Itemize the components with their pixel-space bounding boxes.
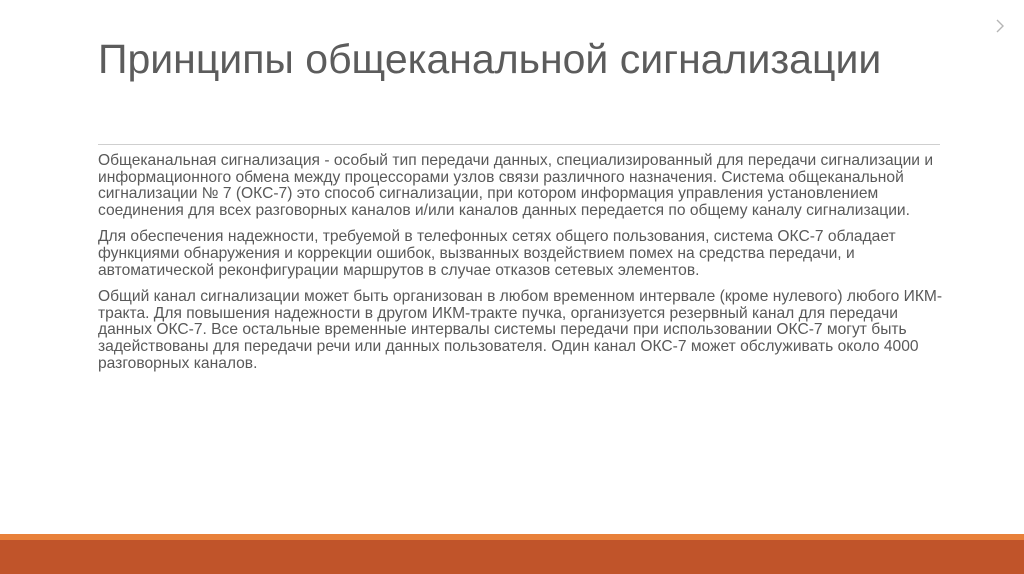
paragraph-1: Общеканальная сигнализация - особый тип передачи данных, специализированный для передачи сигнализации и информационного обмена между процессорами узлов связи различного назначения. Система общеканальной сигнализации № 7 (ОКС-7) это способ сигнализации, при котором информация управления установлением соединения для всех разговорных каналов и/или каналов данных передается по общему каналу сигнализации. <box>98 152 934 219</box>
paragraph-2: Для обеспечения надежности, требуемой в телефонных сетях общего пользования, система ОКС-7 обладает функциями обнаружения и коррекции ошибок, вызванных воздействием помех на средства передачи, и автоматической реконфигурации маршрутов в случае отказов сетевых элементов. <box>98 228 896 279</box>
chevron-right-icon <box>992 18 1008 34</box>
footer-band <box>0 540 1024 574</box>
slide-body <box>98 153 948 382</box>
slide-title: Принципы общеканальной сигнализации <box>98 36 882 82</box>
title-divider <box>98 144 940 145</box>
paragraph-3: Общий канал сигнализации может быть организован в любом временном интервале (кроме нулевого) любого ИКМ-тракта. Для повышения надежности в другом ИКМ-тракте пучка, организуется резервный канал для передачи данных ОКС-7. Все остальные временные интервалы системы передачи при использовании ОКС-7 могут быть задействованы для передачи речи или данных пользователя. Один канал ОКС-7 может обслуживать около 4000 разговорных каналов. <box>98 288 943 372</box>
